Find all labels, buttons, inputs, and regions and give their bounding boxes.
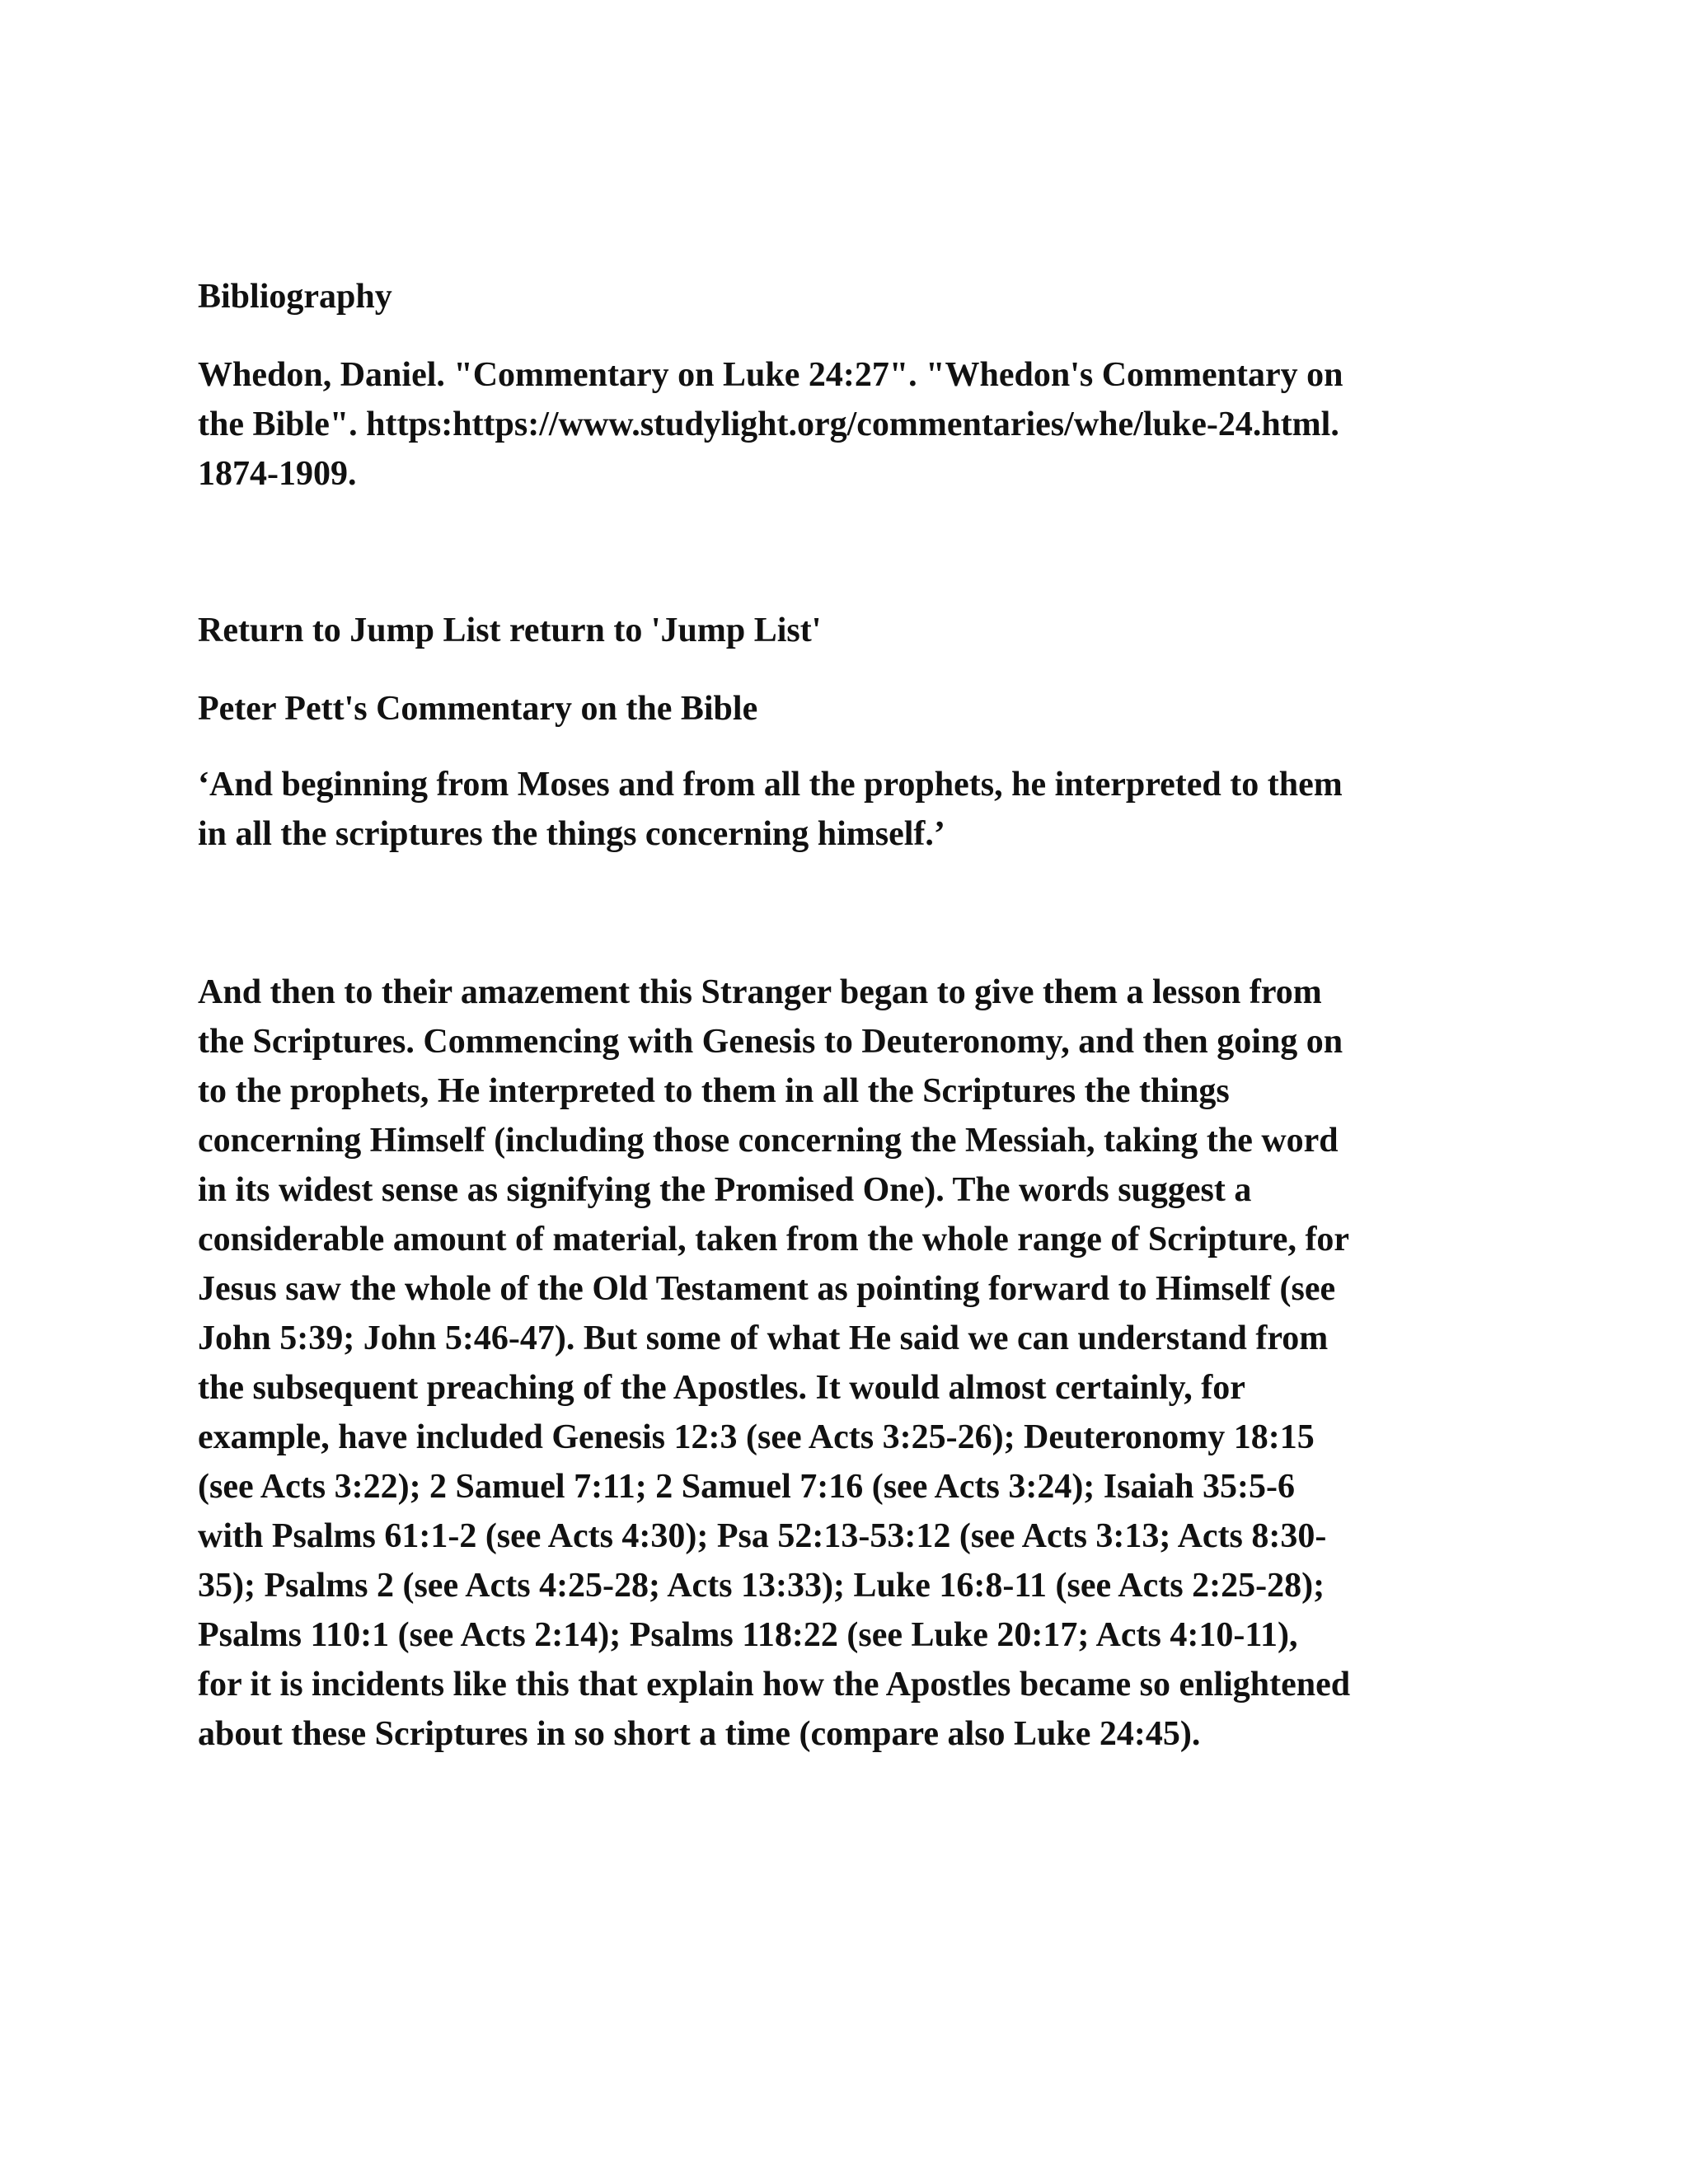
commentary-body [198,968,1533,1759]
body-line: Psalms 110:1 (see Acts 2:14); Psalms 118:22 (see Luke 20:17; Acts 4:10-11), [198,1616,1298,1654]
body-line: about these Scriptures in so short a time (compare also Luke 24:45). [198,1715,1201,1753]
citation-line: the Bible". https:https://www.studylight.org/commentaries/whe/luke-24.html. [198,405,1339,443]
quote-line: in all the scriptures the things concerning himself.’ [198,815,945,853]
scripture-quote [198,760,1533,859]
body-line: in its widest sense as signifying the Promised One). The words suggest a [198,1171,1252,1209]
body-line: the subsequent preaching of the Apostles. It would almost certainly, for [198,1369,1245,1407]
return-link-text[interactable]: Return to Jump List return to 'Jump List' [198,612,822,649]
bibliography-citation [198,350,1533,499]
body-line: to the prophets, He interpreted to them in all the Scriptures the things [198,1072,1230,1110]
body-line: concerning Himself (including those concerning the Messiah, taking the word [198,1122,1339,1160]
commentary-title-text: Peter Pett's Commentary on the Bible [198,690,758,728]
citation-line: 1874-1909. [198,455,357,493]
bibliography-heading-text: Bibliography [198,278,392,316]
body-line: 35); Psalms 2 (see Acts 4:25-28; Acts 13:33); Luke 16:8-11 (see Acts 2:25-28); [198,1567,1325,1605]
body-line: And then to their amazement this Stranger began to give them a lesson from [198,973,1322,1011]
quote-line: ‘And beginning from Moses and from all the prophets, he interpreted to them [198,766,1343,804]
return-to-jump-list[interactable] [198,606,1533,655]
body-line: John 5:39; John 5:46-47). But some of what He said we can understand from [198,1319,1329,1357]
commentary-title [198,684,1533,733]
body-line: the Scriptures. Commencing with Genesis to Deuteronomy, and then going on [198,1023,1343,1061]
body-line: Jesus saw the whole of the Old Testament as pointing forward to Himself (see [198,1270,1336,1308]
citation-line: Whedon, Daniel. "Commentary on Luke 24:27". "Whedon's Commentary on [198,356,1343,394]
bibliography-heading [198,272,1533,321]
body-line: considerable amount of material, taken from the whole range of Scripture, for [198,1221,1350,1258]
body-line: for it is incidents like this that explain how the Apostles became so enlightened [198,1666,1351,1704]
body-line: (see Acts 3:22); 2 Samuel 7:11; 2 Samuel 7:16 (see Acts 3:24); Isaiah 35:5-6 [198,1468,1295,1506]
body-line: example, have included Genesis 12:3 (see Acts 3:25-26); Deuteronomy 18:15 [198,1418,1315,1456]
body-line: with Psalms 61:1-2 (see Acts 4:30); Psa 52:13-53:12 (see Acts 3:13; Acts 8:30- [198,1517,1327,1555]
